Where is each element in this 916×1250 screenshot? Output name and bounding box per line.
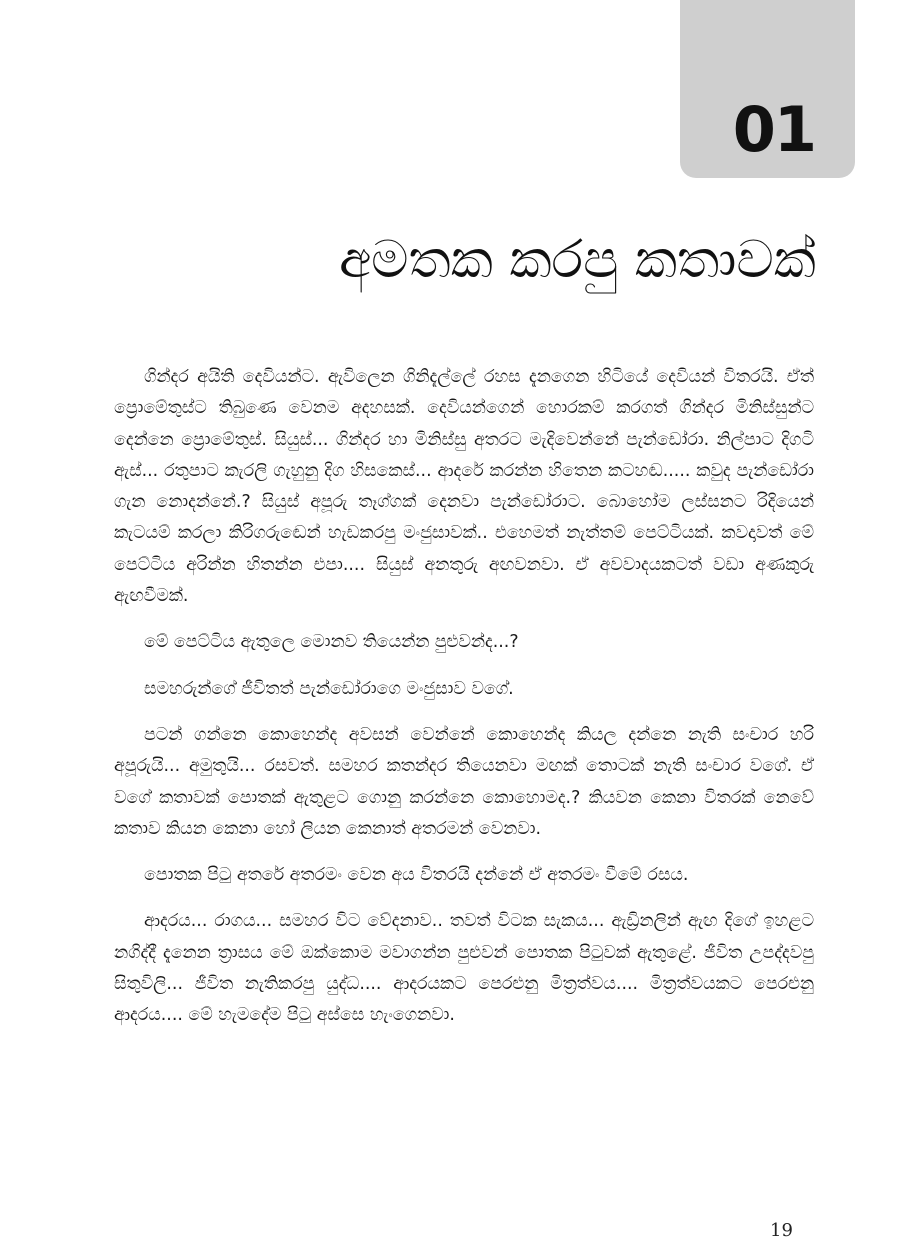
- chapter-tab: [680, 0, 855, 178]
- paragraph: සමහරුන්ගේ ජීවිතත් පැන්ඩෝරාගෙ මංජුසාව වගේ.: [144, 678, 514, 699]
- chapter-number: 01: [732, 93, 815, 166]
- paragraph: ගින්දර අයිති දෙවියන්ට. ඇවිලෙන ගිනිදැල්ලේ රහස දැනගෙන හිටියේ දෙවියන් විතරයි. ඒත් ප්‍රොමේතුස්ට තිබුණෙ වෙනම අදහසක්. දෙවියන්ගෙන් හොරකම් කරගත් ගින්දර මිනිස්සුන්ට දෙන්නෙ ප්‍රොමේතුස්. සියුස්... ගින්දර හා මිනිස්සු අතරට මැදිවෙන්නේ පැන්ඩෝරා. නිල්පාට දිගටි ඇස්... රතුපාට කැරලි ගැහුනු දිග හිසකෙස්... ආදරේ කරන්න හිතෙන කටහඬ..... කවුද පැන්ඩෝරා ගැන නොදන්නේ.? සියුස් අපූරු තෑග්ගක් දෙනවා පැන්ඩෝරාට. බොහෝම ලස්සනට රිදියෙන් කැටයම් කරලා කිරිගරුඬෙන් හැඩකරපු මංජුසාවක්.. එහෙමත් නැත්තම් පෙට්ටියක්. කවදාවත් මේ පෙට්ටිය අරින්න හිතන්න එපා.... සියුස් අනතුරු අඟවනවා. ඒ අවවාදයකටත් වඩා අණකුරු ඇඟවීමක්.: [114, 367, 814, 607]
- paragraph: පටන් ගන්නෙ කොහෙන්ද අවසන් වෙන්නේ කොහෙන්ද කියල දන්නෙ නැති සංචාර හරි අපූරුයි... අමුතුයි... රසවත්. සමහර කතන්දර තියෙනවා මඟක් තොටක් නැති සංචාර වගේ. ඒ වගේ කතාවක් පොතක් ඇතුළට ගොනු කරන්නෙ කොහොමද.? කියවන කෙනා විතරක් නෙවේ කතාව කියන කෙනා හෝ ලියන කෙනාත් අතරමන් වෙනවා.: [114, 724, 814, 839]
- paragraph: මේ පෙට්ටිය ඇතුලෙ මොනව තියෙන්න පුළුවන්ද...?: [144, 632, 519, 653]
- chapter-title: අමතක කරපු කතාවක්: [339, 230, 816, 290]
- body-text: [114, 362, 814, 1032]
- paragraph: පොතක පිටු අතරේ අතරමං වෙන අය විතරයි දන්නේ ඒ අතරමං වීමේ රසය.: [144, 865, 689, 886]
- page-number: 19: [770, 1220, 793, 1241]
- paragraph: ආදරය... රාගය... සමහර විට වේදනාව.. තවත් විටක සැකය... ඇඩ්‍රිනලින් ඇඟ දිගේ ඉහළට නගිද්දී දැනෙන ත්‍රාසය මේ ඔක්කොම මවාගන්න පුළුවන් පොතක පිටුවක් ඇතුළේ. ජීවිත උපද්දවපු සිතුවිලි... ජීවිත නැතිකරපු යුද්ධ.... ආදරයකට පෙරළුනු මිත්‍රත්වය.... මිත්‍රත්වයකට පෙරළුනු ආදරය.... මේ හැමදේම පිටු අස්සෙ හැංගෙනවා.: [114, 911, 814, 1026]
